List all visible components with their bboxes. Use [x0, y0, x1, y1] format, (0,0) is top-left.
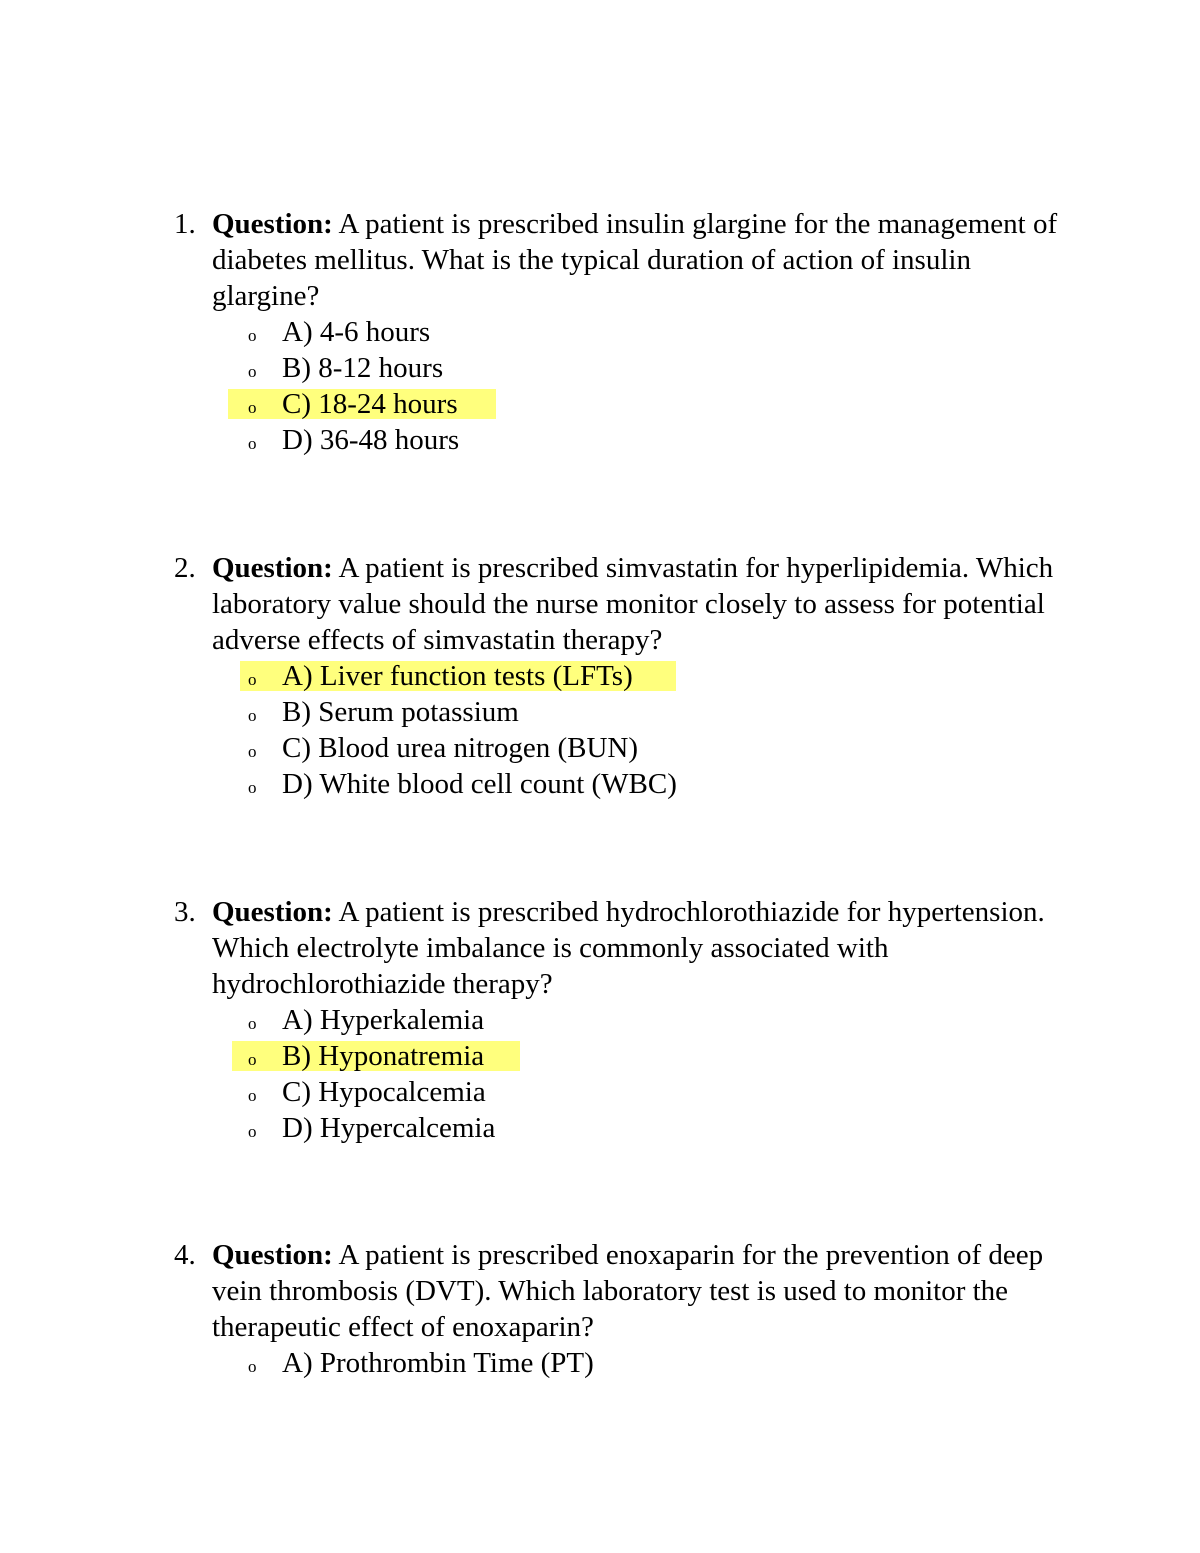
- answer-option-text: D) White blood cell count (WBC): [282, 768, 677, 800]
- answer-option-c: [170, 1074, 1070, 1110]
- question-label: Question:: [212, 896, 333, 928]
- bullet-icon: o: [248, 778, 257, 797]
- question-1: [170, 206, 1070, 458]
- question-number: 3.: [174, 896, 196, 928]
- answer-option-text: C) 18-24 hours: [282, 388, 458, 420]
- bullet-icon: o: [248, 434, 257, 453]
- answer-option-text: C) Blood urea nitrogen (BUN): [282, 732, 638, 764]
- bullet-icon: o: [248, 670, 257, 689]
- bullet-icon: o: [248, 1014, 257, 1033]
- bullet-icon: o: [248, 706, 257, 725]
- question-stem: [170, 550, 1070, 658]
- answer-option-text: B) 8-12 hours: [282, 352, 444, 384]
- question-number: 2.: [174, 552, 196, 584]
- question-number: 4.: [174, 1239, 196, 1271]
- answer-option-text: B) Serum potassium: [282, 696, 519, 728]
- bullet-icon: o: [248, 1050, 257, 1069]
- answer-option-d: [170, 766, 1070, 802]
- answer-options: [170, 1345, 1070, 1381]
- answer-option-text: D) Hypercalcemia: [282, 1112, 496, 1144]
- bullet-icon: o: [248, 1086, 257, 1105]
- answer-option-a: [170, 314, 1070, 350]
- answer-option-d: [170, 422, 1070, 458]
- bullet-icon: o: [248, 326, 257, 345]
- answer-option-text: C) Hypocalcemia: [282, 1076, 486, 1108]
- question-text: A patient is prescribed insulin glargine for the management of diabetes mellitus. What is the typical duration of action of insulin glargine?: [212, 208, 1058, 312]
- question-text: A patient is prescribed hydrochlorothiazide for hypertension. Which electrolyte imbalance is commonly associated with hydrochlorothiazide therapy?: [212, 896, 1045, 1000]
- bullet-icon: o: [248, 742, 257, 761]
- bullet-icon: o: [248, 1357, 257, 1376]
- question-label: Question:: [212, 552, 333, 584]
- bullet-icon: o: [248, 1122, 257, 1141]
- question-2: [170, 550, 1070, 802]
- question-stem: [170, 206, 1070, 314]
- bullet-icon: o: [248, 398, 257, 417]
- question-3: [170, 894, 1070, 1146]
- answer-options: [170, 1002, 1070, 1146]
- answer-options: [170, 314, 1070, 458]
- answer-option-text: A) Hyperkalemia: [282, 1004, 485, 1036]
- answer-option-text: B) Hyponatremia: [282, 1040, 485, 1072]
- answer-option-text: A) Liver function tests (LFTs): [282, 660, 633, 692]
- answer-option-a: [170, 1345, 1070, 1381]
- answer-option-b: [170, 1038, 1070, 1074]
- question-stem: [170, 894, 1070, 1002]
- question-label: Question:: [212, 1239, 333, 1271]
- answer-option-c: [170, 386, 1070, 422]
- bullet-icon: o: [248, 362, 257, 381]
- question-stem: [170, 1237, 1070, 1345]
- question-text: A patient is prescribed enoxaparin for the prevention of deep vein thrombosis (DVT). Which laboratory test is used to monitor the therapeutic effect of enoxaparin?: [212, 1239, 1044, 1343]
- question-text: A patient is prescribed simvastatin for hyperlipidemia. Which laboratory value should the nurse monitor closely to assess for potential adverse effects of simvastatin therapy?: [212, 552, 1054, 656]
- answer-option-b: [170, 350, 1070, 386]
- answer-option-text: A) Prothrombin Time (PT): [282, 1347, 594, 1379]
- answer-option-b: [170, 694, 1070, 730]
- answer-option-text: A) 4-6 hours: [282, 316, 431, 348]
- answer-option-text: D) 36-48 hours: [282, 424, 460, 456]
- answer-option-d: [170, 1110, 1070, 1146]
- answer-options: [170, 658, 1070, 802]
- question-4: [170, 1237, 1070, 1381]
- question-label: Question:: [212, 208, 333, 240]
- answer-option-a: [170, 1002, 1070, 1038]
- question-number: 1.: [174, 208, 196, 240]
- answer-option-a: [170, 658, 1070, 694]
- answer-option-c: [170, 730, 1070, 766]
